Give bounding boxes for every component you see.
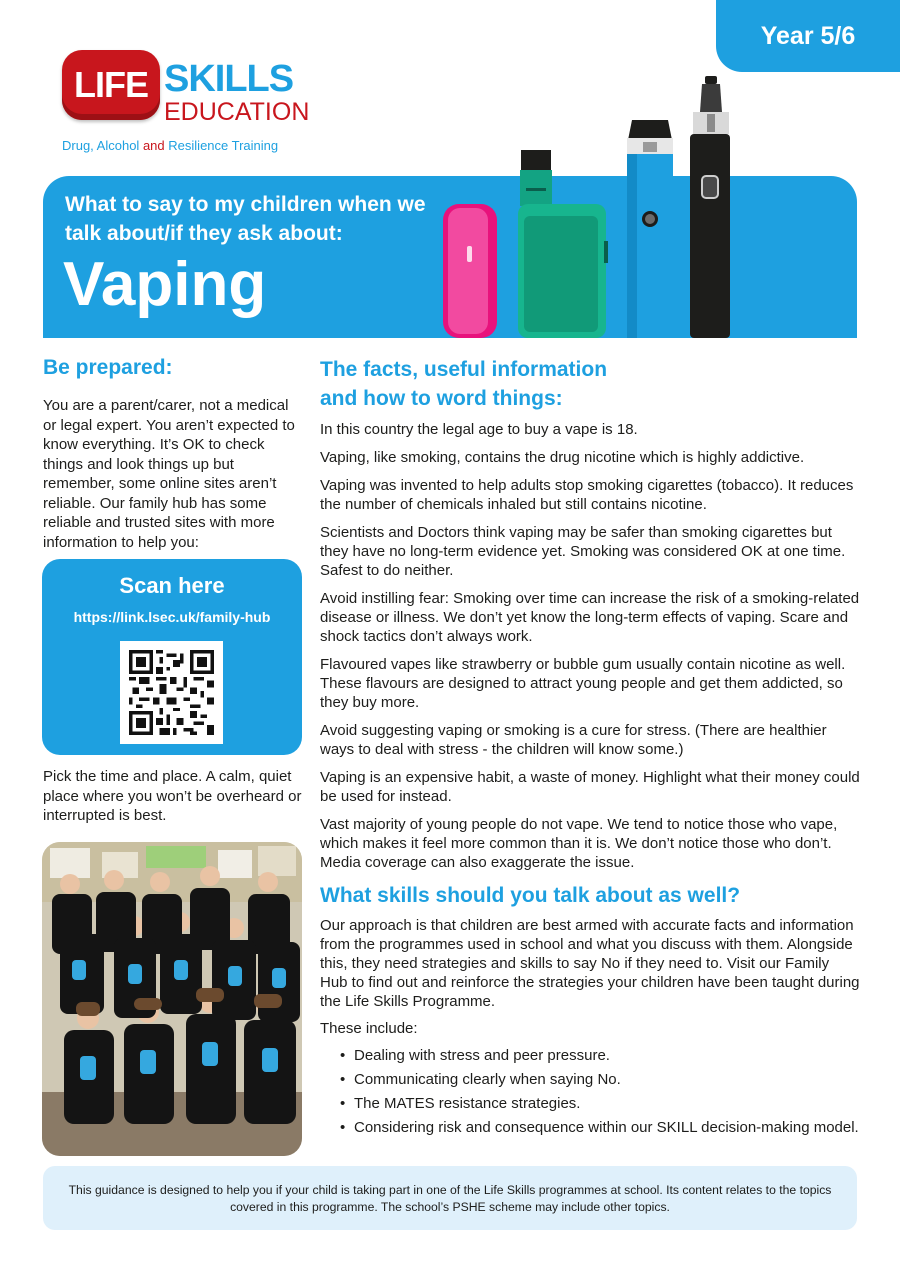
list-item: • The MATES resistance strategies. bbox=[340, 1094, 860, 1113]
year-level-tab bbox=[716, 0, 900, 72]
be-prepared-text: You are a parent/carer, not a medical or legal expert. You aren’t expected to know everything. It’s OK to check things and look things up but remember, some online sites aren’t reliable. Our family hub has some reliable and trusted sites with more information to help you: bbox=[43, 397, 295, 551]
tagline-and: and bbox=[142, 138, 165, 153]
facts-heading-line2: and how to word things: bbox=[320, 387, 563, 410]
facts-section bbox=[320, 355, 860, 1142]
list-item: • Communicating clearly when saying No. bbox=[340, 1070, 860, 1089]
black-vape-icon bbox=[690, 76, 730, 338]
tagline-part2: Resilience Training bbox=[168, 138, 279, 153]
page-title: Vaping bbox=[63, 250, 267, 319]
skills-heading: What skills should you talk about as well? bbox=[320, 884, 741, 907]
year-level-label: Year 5/6 bbox=[760, 21, 856, 50]
logo-life-badge: LIFE bbox=[62, 50, 160, 120]
pick-time-text: Pick the time and place. A calm, quiet place where you won’t be overheard or interrupted is best. bbox=[43, 768, 302, 824]
guidance-footer: This guidance is designed to help you if your child is taking part in one of the Life Skills programmes at school. Its content relates to the topics covered in this programme. The school’s PSHE scheme may include other topics. bbox=[43, 1166, 857, 1230]
logo-skills-text: SKILLS bbox=[164, 58, 294, 100]
fact-item: In this country the legal age to buy a vape is 18. bbox=[320, 421, 638, 438]
fact-item: Avoid suggesting vaping or smoking is a cure for stress. (There are healthier ways to deal with stress - the children will know some.) bbox=[320, 722, 827, 758]
facts-list bbox=[320, 420, 860, 872]
scan-title: Scan here bbox=[119, 573, 225, 598]
facts-heading bbox=[320, 355, 860, 413]
fact-item: Vaping was invented to help adults stop smoking cigarettes (tobacco). It reduces the number of chemicals inhaled but still contains nicotine. bbox=[320, 477, 854, 513]
skills-intro: Our approach is that children are best armed with accurate facts and information from the programmes used in school and what you discuss with them. Alongside this, they need strategies and skills to say No if they need to. Visit our Family Hub to find out and reinforce the strategies your children have been taught during the Life Skills Programme. bbox=[320, 917, 860, 1010]
vape-devices-illustration bbox=[440, 76, 740, 340]
pink-vape-icon bbox=[443, 204, 497, 338]
qr-code-icon[interactable] bbox=[120, 641, 223, 744]
logo-education-text: EDUCATION bbox=[164, 98, 310, 126]
fact-item: Vaping is an expensive habit, a waste of money. Highlight what their money could be used for instead. bbox=[320, 769, 860, 805]
blue-vape-icon bbox=[627, 120, 673, 338]
be-prepared-heading: Be prepared: bbox=[43, 356, 173, 379]
fact-item: Avoid instilling fear: Smoking over time can increase the risk of a smoking-related disease or illness. We don’t yet know the long-term effects of vaping. Scare and shock tactics don’t always work. bbox=[320, 590, 860, 645]
tagline-part1: Drug, Alcohol bbox=[62, 138, 140, 153]
logo-tagline bbox=[62, 138, 278, 153]
fact-item: Vaping, like smoking, contains the drug nicotine which is highly addictive. bbox=[320, 449, 805, 466]
list-item: • Dealing with stress and peer pressure. bbox=[340, 1046, 860, 1065]
family-hub-scan-box[interactable] bbox=[42, 559, 302, 755]
green-vape-icon bbox=[518, 150, 608, 338]
list-item: • Considering risk and consequence within our SKILL decision-making model. bbox=[340, 1118, 860, 1137]
skills-bullet-list bbox=[340, 1046, 860, 1137]
life-skills-logo bbox=[60, 48, 310, 158]
facts-heading-line1: The facts, useful information bbox=[320, 358, 608, 381]
fact-item: Flavoured vapes like strawberry or bubble gum usually contain nicotine as well. These flavours are designed to attract young people and get them addicted, so they buy more. bbox=[320, 656, 846, 711]
fact-item: Scientists and Doctors think vaping may be safer than smoking cigarettes but they have no long-term evidence yet. Smoking was considered OK at one time. Safest to do neither. bbox=[320, 524, 846, 579]
children-group-photo bbox=[42, 842, 302, 1156]
these-include-label: These include: bbox=[320, 1020, 418, 1037]
family-hub-link[interactable]: https://link.lsec.uk/family-hub bbox=[73, 609, 271, 625]
be-prepared-section bbox=[43, 356, 303, 552]
fact-item: Vast majority of young people do not vape. We tend to notice those who vape, which makes it feel more common than it is. We don’t notice those who don’t. Media coverage can also exaggerate the issue. bbox=[320, 816, 838, 871]
banner-subtitle: What to say to my children when we talk about/if they ask about: bbox=[65, 193, 426, 245]
